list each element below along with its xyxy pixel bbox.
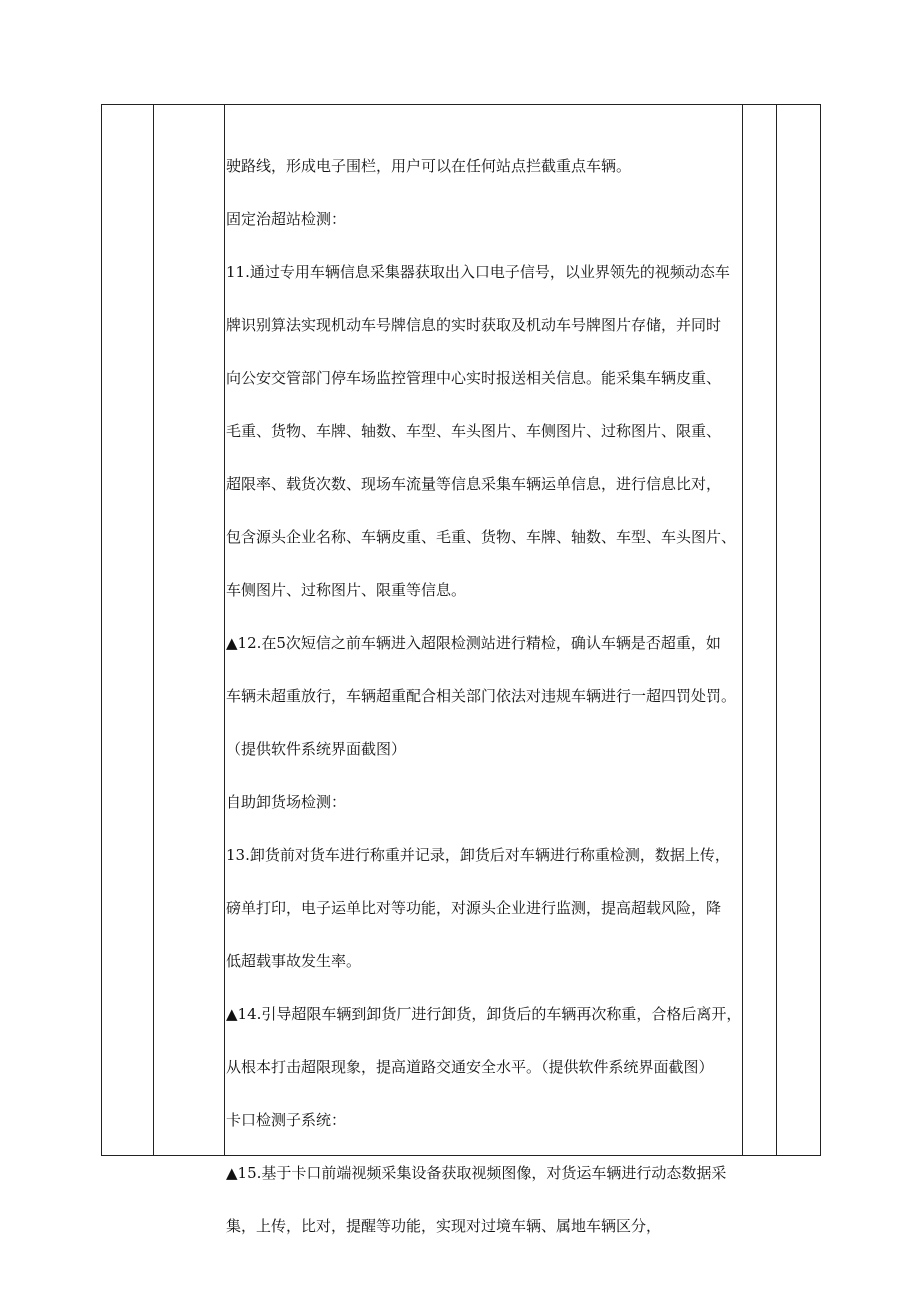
section-heading: 自助卸货场检测： xyxy=(226,793,347,811)
table-column-divider-1 xyxy=(153,104,154,1155)
section-heading: 固定治超站检测： xyxy=(226,210,347,228)
text-line: 11.通过专用车辆信息采集器获取出入口电子信号，以业界领先的视频动态车 xyxy=(226,263,730,281)
text-line: 车辆未超重放行，车辆超重配合相关部门依法对违规车辆进行一超四罚处罚。 xyxy=(226,687,737,705)
text-line: 牌识别算法实现机动车号牌信息的实时获取及机动车号牌图片存储，并同时 xyxy=(226,316,722,334)
text-line: ▲14.引导超限车辆到卸货厂进行卸货，卸货后的车辆再次称重，合格后离开， xyxy=(226,1005,742,1023)
text-line: 磅单打印，电子运单比对等功能，对源头企业进行监测，提高超载风险，降 xyxy=(226,899,722,917)
table-border-right xyxy=(820,104,821,1155)
text-line: 毛重、货物、车牌、轴数、车型、车头图片、车侧图片、过称图片、限重、 xyxy=(226,422,722,440)
text-line: 驶路线，形成电子围栏，用户可以在任何站点拦截重点车辆。 xyxy=(226,157,632,175)
text-line: 包含源头企业名称、车辆皮重、毛重、货物、车牌、轴数、车型、车头图片、 xyxy=(226,528,737,546)
text-line: 向公安交管部门停车场监控管理中心实时报送相关信息。能采集车辆皮重、 xyxy=(226,369,722,387)
text-line: 车侧图片、过称图片、限重等信息。 xyxy=(226,581,467,599)
text-line: 低超载事故发生率。 xyxy=(226,952,362,970)
section-heading: 卡口检测子系统： xyxy=(226,1111,347,1129)
text-line: 超限率、载货次数、现场车流量等信息采集车辆运单信息，进行信息比对， xyxy=(226,475,722,493)
text-line: 集，上传，比对，提醒等功能，实现对过境车辆、属地车辆区分， xyxy=(226,1217,662,1235)
table-column-divider-4 xyxy=(776,104,777,1155)
table-cell-content xyxy=(226,140,742,1253)
text-line: 13.卸货前对货车进行称重并记录，卸货后对车辆进行称重检测，数据上传， xyxy=(226,846,730,864)
table-column-divider-3 xyxy=(742,104,743,1155)
text-line: ▲15.基于卡口前端视频采集设备获取视频图像，对货运车辆进行动态数据采 xyxy=(226,1164,727,1182)
text-line: （提供软件系统界面截图） xyxy=(226,740,407,758)
text-line: ▲12.在5次短信之前车辆进入超限检测站进行精检，确认车辆是否超重，如 xyxy=(226,634,721,652)
text-line: 从根本打击超限现象，提高道路交通安全水平。（提供软件系统界面截图） xyxy=(226,1058,714,1076)
table-column-divider-2 xyxy=(224,104,225,1155)
table-border-left xyxy=(101,104,102,1155)
